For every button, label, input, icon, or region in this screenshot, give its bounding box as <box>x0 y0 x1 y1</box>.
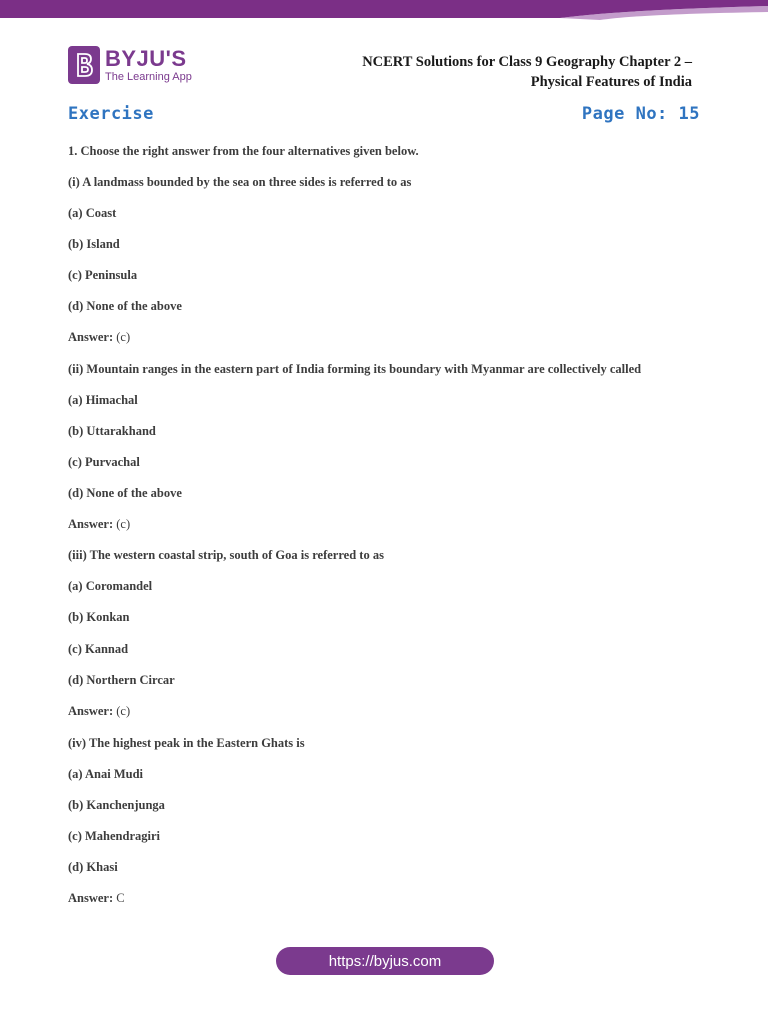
document-title-line1: NCERT Solutions for Class 9 Geography Chapter 2 – <box>362 54 692 70</box>
option-line: (c) Peninsula <box>68 268 138 282</box>
option-line: (c) Kannad <box>68 642 129 656</box>
logo-mark <box>68 46 100 84</box>
option-line: (a) Coromandel <box>68 579 153 593</box>
byjus-logo <box>68 44 192 86</box>
answer-value: (c) <box>116 330 131 344</box>
top-decorative-bar <box>0 0 768 24</box>
footer-url-link[interactable]: https://byjus.com <box>276 947 494 975</box>
option-line: (a) Himachal <box>68 393 138 407</box>
logo-brand-name: BYJU'S <box>105 45 187 71</box>
logo-tagline: The Learning App <box>105 70 192 83</box>
answer-label: Answer: <box>68 330 114 344</box>
document-title <box>362 52 692 92</box>
answer-label: Answer: <box>68 517 114 531</box>
answer-line <box>68 704 130 719</box>
document-title-line2: Physical Features of India <box>530 74 692 90</box>
question-3: (iii) The western coastal strip, south of Goa is referred to as <box>68 548 384 562</box>
option-line: (b) Konkan <box>68 610 130 624</box>
question-intro: 1. Choose the right answer from the four alternatives given below. <box>68 144 419 158</box>
answer-line <box>68 330 130 345</box>
question-1: (i) A landmass bounded by the sea on three sides is referred to as <box>68 175 412 189</box>
question-2: (ii) Mountain ranges in the eastern part of India forming its boundary with Myanmar are collectively called <box>68 362 642 376</box>
answer-label: Answer: <box>68 704 114 718</box>
option-line: (d) Khasi <box>68 860 118 874</box>
answer-value: (c) <box>116 517 131 531</box>
option-line: (d) None of the above <box>68 299 182 313</box>
answer-line <box>68 517 130 532</box>
option-line: (b) Kanchenjunga <box>68 798 165 812</box>
option-line: (b) Island <box>68 237 120 251</box>
answer-line <box>68 891 125 906</box>
section-heading: Exercise <box>68 104 154 124</box>
answer-value: C <box>116 891 125 905</box>
page-number: Page No: 15 <box>581 104 700 124</box>
option-line: (a) Coast <box>68 206 117 220</box>
option-line: (d) None of the above <box>68 486 182 500</box>
option-line: (d) Northern Circar <box>68 673 175 687</box>
answer-value: (c) <box>116 704 131 718</box>
question-4: (iv) The highest peak in the Eastern Ghats is <box>68 736 305 750</box>
option-line: (c) Mahendragiri <box>68 829 160 843</box>
option-line: (a) Anai Mudi <box>68 767 144 781</box>
answer-label: Answer: <box>68 891 114 905</box>
option-line: (c) Purvachal <box>68 455 140 469</box>
option-line: (b) Uttarakhand <box>68 424 156 438</box>
